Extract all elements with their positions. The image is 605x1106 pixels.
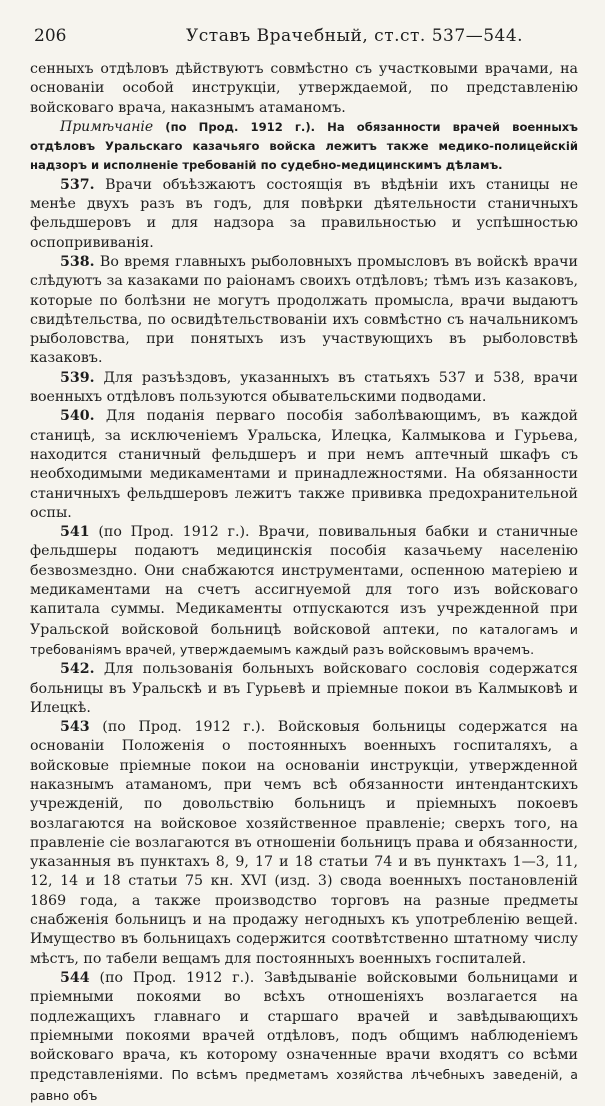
article-542 (30, 660, 578, 718)
running-title: Уставъ Врачебный, ст.ст. 537—544. (186, 26, 524, 46)
article-text: Врачи объѣзжаютъ состоящія въ вѣдѣніи ихъ станицы не менѣе двухъ разъ въ годъ, для повѣрки дѣятельности станичныхъ фельдшеровъ и для надзора за правильностью и успѣшностью оспопрививанія. (30, 176, 578, 251)
article-539 (30, 369, 578, 408)
article-number: 542. (60, 661, 95, 678)
article-text: Для разъѣздовъ, указанныхъ въ статьяхъ 537 и 538, врачи военныхъ отдѣловъ пользуются обывательскими подводами. (30, 369, 578, 406)
article-text: Для пользованія больныхъ войсковаго сословія содержатся больницы въ Уральскѣ и въ Гурьевѣ и пріемные покои въ Калмыковѣ и Илецкѣ. (30, 661, 578, 716)
article-text: Во время главныхъ рыболовныхъ промысловъ въ войскѣ врачи слѣдуютъ за казаками по раіонамъ своихъ отдѣловъ; тѣмъ изъ казаковъ, которые по болѣзни не могутъ продолжать промысла, врачи выдаютъ свидѣтельства, по освидѣтельствованіи ихъ совмѣстно съ начальникомъ рыболовства, при понятыхъ изъ участвующихъ въ рыболовствѣ казаковъ. (30, 253, 578, 367)
article-538 (30, 253, 578, 369)
article-540 (30, 407, 578, 523)
article-text: (по Прод. 1912 г.). Войсковыя больницы содержатся на основаніи Положенія о постоянныхъ военныхъ госпиталяхъ, а войсковые пріемные покои на основаніи инструкціи, утвержденной наказнымъ атаманомъ, при чемъ всѣ обязанности интендантскихъ учрежденій, по довольствію больницъ и пріемныхъ покоевъ возлагаются на войсковое хозяйственное правленіе; сверхъ того, на правленіе сіе возлагаются въ отношеніи больницъ права и обязанности, указанныя въ пунктахъ 8, 9, 17 и 18 статьи 74 и въ пунктахъ 1—3, 11, 12, 14 и 18 статьи 75 кн. XVI (изд. 3) свода военныхъ постановленій 1869 года, а также производство торговъ на разные предметы снабженія больницъ и на продажу негодныхъ къ употребленію вещей. Имущество въ больницахъ содержится соотвѣтственно штатному числу мѣстъ, по табели вещамъ для постоянныхъ военныхъ госпиталей. (30, 719, 578, 967)
article-number: 544 (60, 969, 90, 986)
note-text: (по Прод. 1912 г.). На обязанности врачей военныхъ отдѣловъ Уральскаго казачьяго войска лежитъ также медико-полицейскій надзоръ и исполненіе требованій по судебно-медицинскимъ дѣламъ. (30, 119, 578, 173)
article-number: 539. (60, 369, 95, 386)
article-543 (30, 718, 578, 969)
article-537 (30, 176, 578, 253)
article-text-sans: по каталогамъ и требованіямъ врачей, утверждаемымъ каждый разъ войсковымъ врачемъ. (30, 621, 578, 657)
page-header (34, 26, 575, 52)
article-541 (30, 523, 578, 660)
article-text-sans: По всѣмъ предметамъ хозяйства лѣчебныхъ заведеній, а равно объ (30, 1067, 578, 1103)
article-number: 540. (60, 408, 95, 425)
body-text (30, 60, 578, 1106)
article-number: 541 (60, 524, 90, 541)
article-number: 543 (60, 719, 90, 736)
note-label: Примѣчаніе (60, 118, 154, 135)
page-number: 206 (34, 26, 67, 46)
article-number: 537. (60, 176, 95, 193)
article-text: (по Прод. 1912 г.). Врачи, повивальныя бабки и станичные фельдшеры подаютъ медицинскія пособія казачьему населенію безвозмездно. Они снабжаются инструментами, оспенною матеріею и медикаментами на счетъ ассигнуемой для того изъ войсковаго капитала суммы. Медикаменты отпускаются изъ учрежденной при Уральской войсковой больницѣ войсковой аптеки, (30, 524, 578, 638)
note-paragraph (30, 118, 578, 176)
article-544 (30, 969, 578, 1106)
article-text: (по Прод. 1912 г.). Завѣдываніе войсковыми больницами и пріемными покоями во всѣхъ отношеніяхъ возлагается на подлежащихъ главнаго и старшаго врачей и завѣдывающихъ пріемными покоями врачей отдѣловъ, подъ общимъ наблюденіемъ войсковаго врача, къ которому означенные врачи входятъ со всѣми представленіями. (30, 969, 578, 1084)
article-number: 538. (60, 253, 95, 270)
article-text: Для поданія перваго пособія заболѣвающимъ, въ каждой станицѣ, за исключеніемъ Уральска, Илецка, Калмыкова и Гурьева, находится станичный фельдшеръ и при немъ аптечный шкафъ съ необходимыми медикаментами и принадлежностями. На обязанности станичныхъ фельдшеровъ лежитъ также прививка предохранительной оспы. (30, 408, 578, 521)
paragraph-continuation: сенныхъ отдѣловъ дѣйствуютъ совмѣстно съ участковыми врачами, на основаніи особой инструкціи, утверждаемой, по представленію войсковаго врача, наказнымъ атаманомъ. (30, 61, 578, 116)
